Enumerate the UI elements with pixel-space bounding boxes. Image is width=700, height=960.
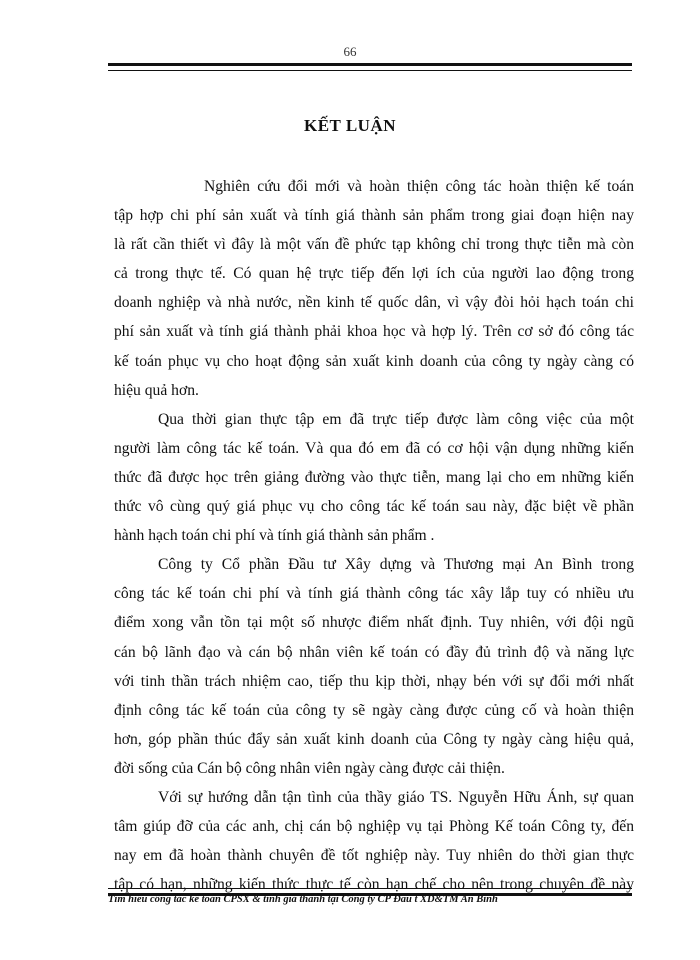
paragraph-1-line-2: tập hợp chi phí sản xuất và tính giá thành sản phẩm trong giai đoạn hiện nay — [114, 207, 634, 225]
paragraph-2-line-3: thức đã được học trên giảng đường vào thực tiễn, mang lại cho em những kiến — [114, 468, 634, 486]
paragraph-2-line-4: thức vô cùng quý giá phục vụ cho công tác kế toán sau này, đặc biệt về phần — [114, 498, 634, 516]
paragraph-4-line-3: nay em đã hoàn thành chuyên đề tốt nghiệp này. Tuy nhiên do thời gian thực — [114, 847, 634, 865]
paragraph-4-line-2: tâm giúp đỡ của các anh, chị cán bộ nghiệp vụ tại Phòng Kế toán Công ty, đến — [114, 818, 634, 836]
paragraph-1-line-6: phí sản xuất và tính giá thành phải khoa học và hợp lý. Trên cơ sở đó công tác — [114, 323, 634, 341]
paragraph-1-line-5: doanh nghiệp và nhà nước, nền kinh tế quốc dân, vì vậy đòi hỏi hạch toán chi — [114, 294, 634, 312]
paragraph-3-line-7: hơn, góp phần thúc đẩy sản xuất kinh doanh của Công ty ngày càng hiệu quả, — [114, 730, 634, 748]
running-footer: Tìm hiểu công tác kế toán CPSX & tính giá thành tại Công ty CP Đầu t XD&TM An Bình — [108, 894, 498, 905]
paragraph-2-line-5: hành hạch toán chi phí và tính giá thành sản phẩm . — [114, 527, 435, 545]
paragraph-2-line-2: người làm công tác kế toán. Và qua đó em đã có cơ hội vận dụng những kiến — [114, 439, 634, 457]
body-text — [114, 172, 634, 899]
paragraph-3-line-1: Công ty Cổ phần Đầu tư Xây dựng và Thương mại An Bình trong — [158, 556, 634, 574]
paragraph-1-line-7: kế toán phục vụ cho hoạt động sản xuất kinh doanh của công ty ngày càng có — [114, 352, 634, 370]
header-double-rule — [108, 63, 632, 71]
paragraph-1-line-1: Nghiên cứu đổi mới và hoàn thiện công tác hoàn thiện kế toán — [204, 178, 634, 195]
paragraph-4-line-1: Với sự hướng dẫn tận tình của thầy giáo TS. Nguyễn Hữu Ánh, sự quan — [158, 788, 634, 806]
paragraph-3-line-8: đời sống của Cán bộ công nhân viên ngày càng được cải thiện. — [114, 759, 505, 777]
paragraph-3-line-2: công tác kế toán chi phí và tính giá thành công tác xây lắp tuy có nhiều ưu — [114, 585, 634, 603]
paragraph-2-line-1: Qua thời gian thực tập em đã trực tiếp được làm công việc của một — [158, 410, 634, 428]
page-number: 66 — [343, 44, 357, 59]
paragraph-3-line-4: cán bộ lãnh đạo và cán bộ nhân viên kế toán có đầy đủ trình độ và năng lực — [114, 643, 634, 661]
paragraph-1-line-3: là rất cần thiết vì đây là một vấn đề phức tạp không chỉ trong thực tiễn mà còn — [114, 236, 634, 254]
paragraph-4-line-4: tập có hạn, những kiến thức thực tế còn hạn chế cho nên trong chuyên đề này — [114, 876, 634, 894]
paragraph-3-line-3: điểm xong vẫn tồn tại một số nhược điểm nhất định. Tuy nhiên, với đội ngũ — [114, 614, 634, 632]
paragraph-1-line-8: hiệu quả hơn. — [114, 381, 199, 399]
paragraph-3-line-6: định công tác kế toán của công ty sẽ ngày càng được củng cố và hoàn thiện — [114, 701, 634, 719]
paragraph-1-line-4: cả trong thực tế. Có quan hệ trực tiếp đến lợi ích của người lao động trong — [114, 265, 634, 283]
page-title: KẾT LUẬN — [303, 116, 396, 135]
paragraph-3-line-5: với tinh thần trách nhiệm cao, tiếp thu kịp thời, nhạy bén với sự đổi mới nhất — [114, 672, 634, 690]
